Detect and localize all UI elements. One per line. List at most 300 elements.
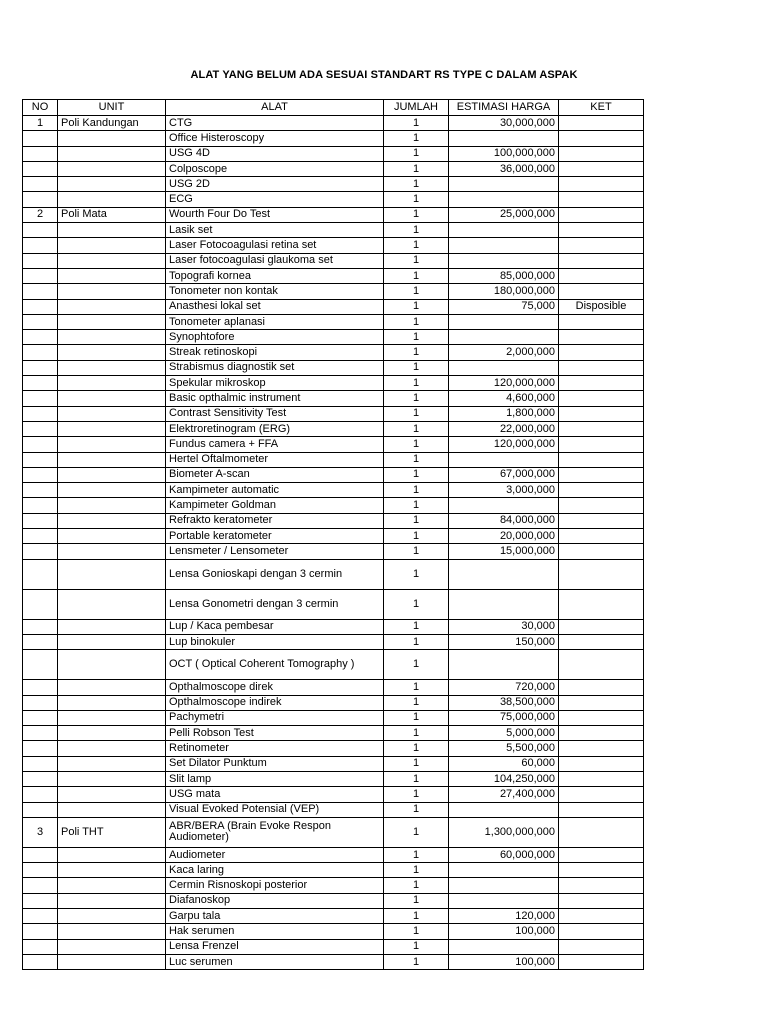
table-row: [23, 787, 644, 802]
cell-estimasi-harga: 100,000,000: [449, 146, 559, 161]
cell-alat: Elektroretinogram (ERG): [166, 421, 384, 436]
table-row: [23, 817, 644, 847]
cell-alat: Pachymetri: [166, 710, 384, 725]
cell-no: [23, 695, 58, 710]
table-row: [23, 802, 644, 817]
cell-no: [23, 802, 58, 817]
table-row: [23, 161, 644, 176]
cell-jumlah: 1: [384, 544, 449, 559]
cell-unit: [58, 909, 166, 924]
cell-no: [23, 330, 58, 345]
cell-ket: [559, 116, 644, 131]
table-row: [23, 939, 644, 954]
cell-jumlah: 1: [384, 345, 449, 360]
cell-no: [23, 529, 58, 544]
cell-no: [23, 421, 58, 436]
table-row: [23, 878, 644, 893]
cell-no: [23, 787, 58, 802]
cell-no: [23, 452, 58, 467]
cell-estimasi-harga: 38,500,000: [449, 695, 559, 710]
cell-ket: [559, 284, 644, 299]
cell-jumlah: 1: [384, 650, 449, 680]
cell-ket: [559, 467, 644, 482]
cell-unit: [58, 452, 166, 467]
table-row: [23, 559, 644, 589]
cell-alat: Biometer A-scan: [166, 467, 384, 482]
cell-no: 2: [23, 207, 58, 222]
table-row: [23, 771, 644, 786]
cell-estimasi-harga: 25,000,000: [449, 207, 559, 222]
cell-alat: Tonometer non kontak: [166, 284, 384, 299]
cell-alat: Strabismus diagnostik set: [166, 360, 384, 375]
cell-ket: [559, 421, 644, 436]
header-unit: UNIT: [58, 100, 166, 116]
cell-estimasi-harga: [449, 238, 559, 253]
cell-ket: [559, 695, 644, 710]
cell-estimasi-harga: 30,000: [449, 619, 559, 634]
cell-no: [23, 314, 58, 329]
cell-unit: [58, 619, 166, 634]
cell-unit: [58, 680, 166, 695]
cell-ket: [559, 559, 644, 589]
cell-no: [23, 161, 58, 176]
table-row: [23, 223, 644, 238]
cell-ket: [559, 529, 644, 544]
table-row: [23, 177, 644, 192]
cell-ket: [559, 376, 644, 391]
cell-estimasi-harga: [449, 253, 559, 268]
cell-ket: [559, 680, 644, 695]
cell-estimasi-harga: 36,000,000: [449, 161, 559, 176]
cell-ket: [559, 483, 644, 498]
cell-ket: [559, 192, 644, 207]
cell-jumlah: 1: [384, 498, 449, 513]
cell-unit: [58, 954, 166, 969]
cell-jumlah: 1: [384, 710, 449, 725]
cell-alat: Opthalmoscope indirek: [166, 695, 384, 710]
cell-estimasi-harga: 3,000,000: [449, 483, 559, 498]
cell-unit: [58, 360, 166, 375]
cell-unit: [58, 802, 166, 817]
cell-ket: [559, 207, 644, 222]
cell-alat: Lensmeter / Lensometer: [166, 544, 384, 559]
cell-no: [23, 544, 58, 559]
table-row: [23, 634, 644, 649]
cell-alat: Pelli Robson Test: [166, 726, 384, 741]
cell-alat: Diafanoskop: [166, 893, 384, 908]
cell-jumlah: 1: [384, 559, 449, 589]
cell-jumlah: 1: [384, 161, 449, 176]
table-row: [23, 909, 644, 924]
cell-jumlah: 1: [384, 863, 449, 878]
cell-unit: [58, 847, 166, 862]
cell-unit: [58, 878, 166, 893]
cell-alat: Synophtofore: [166, 330, 384, 345]
cell-jumlah: 1: [384, 192, 449, 207]
cell-unit: [58, 146, 166, 161]
cell-jumlah: 1: [384, 207, 449, 222]
cell-no: [23, 771, 58, 786]
table-row: [23, 284, 644, 299]
cell-jumlah: 1: [384, 771, 449, 786]
cell-no: [23, 726, 58, 741]
cell-alat: Fundus camera + FFA: [166, 437, 384, 452]
table-row: [23, 452, 644, 467]
cell-estimasi-harga: [449, 650, 559, 680]
cell-estimasi-harga: [449, 893, 559, 908]
cell-no: [23, 498, 58, 513]
cell-ket: [559, 391, 644, 406]
cell-estimasi-harga: 60,000,000: [449, 847, 559, 862]
cell-no: [23, 376, 58, 391]
cell-unit: [58, 483, 166, 498]
cell-alat: Lup / Kaca pembesar: [166, 619, 384, 634]
cell-alat: Contrast Sensitivity Test: [166, 406, 384, 421]
cell-estimasi-harga: 1,800,000: [449, 406, 559, 421]
header-alat: ALAT: [166, 100, 384, 116]
cell-estimasi-harga: 30,000,000: [449, 116, 559, 131]
cell-estimasi-harga: [449, 559, 559, 589]
cell-alat: Opthalmoscope direk: [166, 680, 384, 695]
cell-estimasi-harga: 4,600,000: [449, 391, 559, 406]
table-row: [23, 498, 644, 513]
table-row: [23, 529, 644, 544]
cell-jumlah: 1: [384, 268, 449, 283]
cell-no: [23, 146, 58, 161]
cell-unit: [58, 376, 166, 391]
cell-jumlah: 1: [384, 406, 449, 421]
cell-no: [23, 391, 58, 406]
cell-unit: [58, 924, 166, 939]
cell-jumlah: 1: [384, 238, 449, 253]
cell-estimasi-harga: 15,000,000: [449, 544, 559, 559]
cell-ket: [559, 589, 644, 619]
cell-jumlah: 1: [384, 695, 449, 710]
table-row: [23, 268, 644, 283]
document-title: ALAT YANG BELUM ADA SESUAI STANDART RS TYPE C DALAM ASPAK: [190, 69, 578, 81]
cell-jumlah: 1: [384, 802, 449, 817]
table-row: [23, 483, 644, 498]
cell-jumlah: 1: [384, 421, 449, 436]
cell-no: [23, 268, 58, 283]
cell-ket: [559, 314, 644, 329]
header-jumlah: JUMLAH: [384, 100, 449, 116]
cell-estimasi-harga: [449, 314, 559, 329]
cell-jumlah: 1: [384, 680, 449, 695]
cell-ket: [559, 802, 644, 817]
cell-unit: [58, 559, 166, 589]
table-row: [23, 710, 644, 725]
cell-estimasi-harga: [449, 192, 559, 207]
table-row: [23, 726, 644, 741]
cell-ket: [559, 650, 644, 680]
cell-no: [23, 131, 58, 146]
table-row: [23, 192, 644, 207]
cell-unit: [58, 650, 166, 680]
cell-alat: Lensa Gonioskapi dengan 3 cermin: [166, 559, 384, 589]
table-row: [23, 954, 644, 969]
cell-unit: [58, 893, 166, 908]
table-row: [23, 207, 644, 222]
cell-ket: [559, 253, 644, 268]
cell-jumlah: 1: [384, 741, 449, 756]
cell-ket: [559, 924, 644, 939]
cell-no: [23, 680, 58, 695]
cell-no: [23, 223, 58, 238]
cell-unit: [58, 268, 166, 283]
cell-alat: Spekular mikroskop: [166, 376, 384, 391]
cell-unit: [58, 695, 166, 710]
cell-alat: Kampimeter automatic: [166, 483, 384, 498]
table-body: [23, 116, 644, 970]
cell-alat: Office Histeroscopy: [166, 131, 384, 146]
cell-jumlah: 1: [384, 360, 449, 375]
cell-jumlah: 1: [384, 391, 449, 406]
cell-ket: [559, 634, 644, 649]
table-row: [23, 680, 644, 695]
cell-no: [23, 177, 58, 192]
cell-unit: [58, 787, 166, 802]
cell-no: [23, 878, 58, 893]
cell-estimasi-harga: [449, 589, 559, 619]
cell-unit: [58, 634, 166, 649]
cell-no: [23, 909, 58, 924]
cell-alat: Tonometer aplanasi: [166, 314, 384, 329]
cell-alat: Kaca laring: [166, 863, 384, 878]
cell-estimasi-harga: 75,000: [449, 299, 559, 314]
cell-ket: Disposible: [559, 299, 644, 314]
cell-ket: [559, 406, 644, 421]
cell-no: [23, 192, 58, 207]
cell-no: 1: [23, 116, 58, 131]
cell-jumlah: 1: [384, 513, 449, 528]
cell-estimasi-harga: [449, 360, 559, 375]
cell-unit: [58, 498, 166, 513]
cell-alat: ECG: [166, 192, 384, 207]
cell-unit: [58, 330, 166, 345]
cell-jumlah: 1: [384, 924, 449, 939]
cell-unit: [58, 421, 166, 436]
cell-unit: [58, 741, 166, 756]
table-row: [23, 299, 644, 314]
cell-estimasi-harga: 5,000,000: [449, 726, 559, 741]
cell-unit: [58, 939, 166, 954]
cell-alat: Streak retinoskopi: [166, 345, 384, 360]
cell-jumlah: 1: [384, 787, 449, 802]
table-row: [23, 847, 644, 862]
cell-alat: Set Dilator Punktum: [166, 756, 384, 771]
cell-alat: Lensa Frenzel: [166, 939, 384, 954]
cell-jumlah: 1: [384, 314, 449, 329]
cell-unit: [58, 863, 166, 878]
cell-ket: [559, 177, 644, 192]
cell-jumlah: 1: [384, 483, 449, 498]
cell-jumlah: 1: [384, 619, 449, 634]
cell-estimasi-harga: 2,000,000: [449, 345, 559, 360]
cell-no: [23, 467, 58, 482]
cell-estimasi-harga: 120,000,000: [449, 376, 559, 391]
cell-jumlah: 1: [384, 131, 449, 146]
table-row: [23, 544, 644, 559]
cell-ket: [559, 498, 644, 513]
cell-alat: OCT ( Optical Coherent Tomography ): [166, 650, 384, 680]
cell-unit: [58, 406, 166, 421]
cell-ket: [559, 771, 644, 786]
cell-estimasi-harga: 120,000: [449, 909, 559, 924]
cell-jumlah: 1: [384, 223, 449, 238]
cell-ket: [559, 161, 644, 176]
table-row: [23, 238, 644, 253]
cell-alat: Anasthesi lokal set: [166, 299, 384, 314]
cell-unit: [58, 589, 166, 619]
cell-no: [23, 847, 58, 862]
cell-jumlah: 1: [384, 893, 449, 908]
cell-ket: [559, 787, 644, 802]
table-row: [23, 421, 644, 436]
cell-ket: [559, 710, 644, 725]
cell-ket: [559, 756, 644, 771]
cell-estimasi-harga: 5,500,000: [449, 741, 559, 756]
cell-unit: [58, 710, 166, 725]
cell-jumlah: 1: [384, 284, 449, 299]
cell-alat: Hertel Oftalmometer: [166, 452, 384, 467]
cell-alat: Visual Evoked Potensial (VEP): [166, 802, 384, 817]
cell-ket: [559, 238, 644, 253]
table-row: [23, 437, 644, 452]
cell-alat: Laser Fotocoagulasi retina set: [166, 238, 384, 253]
cell-jumlah: 1: [384, 467, 449, 482]
cell-unit: [58, 299, 166, 314]
cell-alat: Topografi kornea: [166, 268, 384, 283]
cell-ket: [559, 330, 644, 345]
cell-no: [23, 954, 58, 969]
cell-estimasi-harga: 84,000,000: [449, 513, 559, 528]
cell-unit: [58, 284, 166, 299]
cell-unit: [58, 544, 166, 559]
cell-no: [23, 893, 58, 908]
table-row: [23, 253, 644, 268]
cell-no: [23, 299, 58, 314]
cell-jumlah: 1: [384, 589, 449, 619]
cell-unit: [58, 131, 166, 146]
cell-estimasi-harga: 100,000: [449, 924, 559, 939]
cell-unit: [58, 756, 166, 771]
cell-alat: Lup binokuler: [166, 634, 384, 649]
cell-jumlah: 1: [384, 330, 449, 345]
cell-ket: [559, 513, 644, 528]
cell-jumlah: 1: [384, 177, 449, 192]
cell-ket: [559, 223, 644, 238]
cell-no: [23, 710, 58, 725]
cell-no: 3: [23, 817, 58, 847]
cell-estimasi-harga: [449, 177, 559, 192]
cell-jumlah: 1: [384, 299, 449, 314]
cell-jumlah: 1: [384, 376, 449, 391]
cell-alat: USG mata: [166, 787, 384, 802]
cell-estimasi-harga: 22,000,000: [449, 421, 559, 436]
cell-ket: [559, 909, 644, 924]
cell-alat: Cermin Risnoskopi posterior: [166, 878, 384, 893]
cell-estimasi-harga: [449, 330, 559, 345]
table-row: [23, 741, 644, 756]
cell-alat: Retinometer: [166, 741, 384, 756]
cell-unit: [58, 345, 166, 360]
cell-ket: [559, 360, 644, 375]
cell-alat: Basic opthalmic instrument: [166, 391, 384, 406]
cell-no: [23, 939, 58, 954]
cell-no: [23, 650, 58, 680]
cell-ket: [559, 741, 644, 756]
cell-alat: ABR/BERA (Brain Evoke Respon Audiometer): [166, 817, 384, 847]
cell-unit: [58, 253, 166, 268]
cell-ket: [559, 817, 644, 847]
cell-unit: Poli Kandungan: [58, 116, 166, 131]
cell-ket: [559, 268, 644, 283]
cell-no: [23, 756, 58, 771]
cell-jumlah: 1: [384, 116, 449, 131]
cell-estimasi-harga: 75,000,000: [449, 710, 559, 725]
cell-alat: USG 2D: [166, 177, 384, 192]
cell-alat: Garpu tala: [166, 909, 384, 924]
table-row: [23, 893, 644, 908]
cell-estimasi-harga: 20,000,000: [449, 529, 559, 544]
cell-jumlah: 1: [384, 452, 449, 467]
cell-ket: [559, 437, 644, 452]
cell-unit: [58, 467, 166, 482]
table-row: [23, 146, 644, 161]
cell-ket: [559, 939, 644, 954]
equipment-table: [22, 99, 644, 970]
header-estimasi-harga: ESTIMASI HARGA: [449, 100, 559, 116]
cell-no: [23, 284, 58, 299]
cell-estimasi-harga: 150,000: [449, 634, 559, 649]
cell-estimasi-harga: [449, 131, 559, 146]
cell-jumlah: 1: [384, 847, 449, 862]
cell-unit: [58, 726, 166, 741]
table-row: [23, 467, 644, 482]
cell-unit: [58, 192, 166, 207]
cell-ket: [559, 619, 644, 634]
cell-ket: [559, 893, 644, 908]
cell-ket: [559, 146, 644, 161]
cell-no: [23, 406, 58, 421]
cell-unit: [58, 529, 166, 544]
table-row: [23, 314, 644, 329]
cell-jumlah: 1: [384, 437, 449, 452]
cell-estimasi-harga: 100,000: [449, 954, 559, 969]
cell-alat: Laser fotocoagulasi glaukoma set: [166, 253, 384, 268]
cell-alat: Hak serumen: [166, 924, 384, 939]
cell-unit: Poli THT: [58, 817, 166, 847]
cell-estimasi-harga: 104,250,000: [449, 771, 559, 786]
cell-estimasi-harga: [449, 498, 559, 513]
table-row: [23, 131, 644, 146]
cell-unit: [58, 223, 166, 238]
cell-no: [23, 924, 58, 939]
cell-jumlah: 1: [384, 529, 449, 544]
cell-ket: [559, 878, 644, 893]
cell-alat: CTG: [166, 116, 384, 131]
cell-jumlah: 1: [384, 756, 449, 771]
cell-alat: Portable keratometer: [166, 529, 384, 544]
cell-unit: [58, 161, 166, 176]
cell-ket: [559, 726, 644, 741]
cell-estimasi-harga: 180,000,000: [449, 284, 559, 299]
cell-ket: [559, 452, 644, 467]
cell-alat: Kampimeter Goldman: [166, 498, 384, 513]
cell-no: [23, 253, 58, 268]
cell-estimasi-harga: [449, 939, 559, 954]
